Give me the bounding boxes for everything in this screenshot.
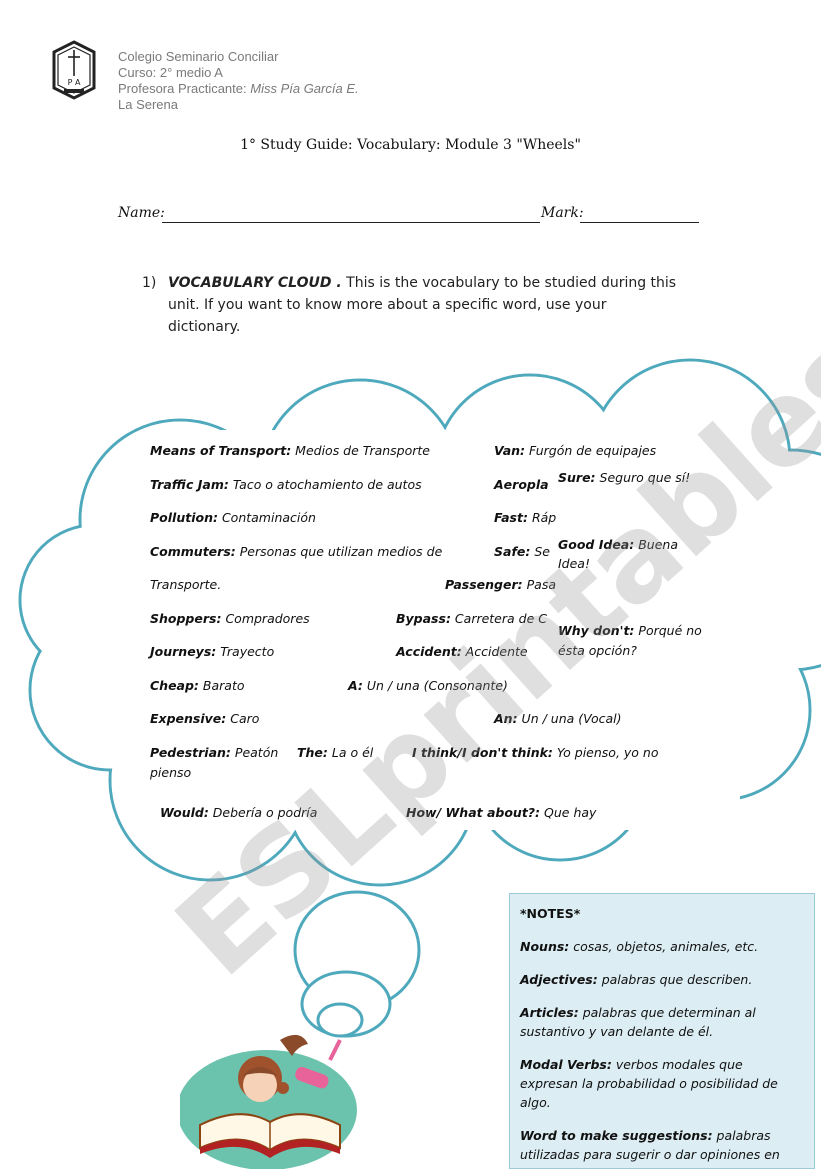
vocab-a: A: Un / una (Consonante) bbox=[348, 678, 508, 693]
note-articles: Articles: palabras que determinan al sustantivo y van delante de él. bbox=[520, 1005, 756, 1039]
vocab-shoppers: Shoppers: Compradores bbox=[150, 611, 310, 626]
svg-text:P A: P A bbox=[67, 78, 81, 87]
vocab-how-what-about: How/ What about?: Que hay bbox=[406, 805, 597, 820]
vocab-bypass: Bypass: Carretera de C bbox=[396, 611, 547, 626]
vocab-i-think: I think/I don't think: Yo pienso, yo no bbox=[412, 745, 659, 760]
section-intro: VOCABULARY CLOUD . This is the vocabulary to be studied during this unit. If you want to know more about a specific word, use your dictionary. bbox=[168, 275, 677, 335]
note-suggestions: Word to make suggestions: palabras utilizadas para sugerir o dar opiniones en bbox=[520, 1128, 780, 1162]
vocab-pienso: pienso bbox=[150, 765, 192, 780]
name-label: Name: bbox=[118, 205, 165, 221]
vocab-means-of-transport: Means of Transport: Medios de Transporte bbox=[150, 443, 430, 458]
note-modal-verbs: Modal Verbs: verbos modales que expresan la probabilidad o posibilidad de algo. bbox=[520, 1057, 778, 1110]
teacher-line: Profesora Practicante: Miss Pía García E. bbox=[118, 81, 359, 96]
vocab-an: An: Un / una (Vocal) bbox=[494, 711, 622, 726]
notes-heading: *NOTES* bbox=[520, 906, 581, 921]
vocab-why-dont-cont: ésta opción? bbox=[558, 643, 637, 658]
page-title: 1° Study Guide: Vocabulary: Module 3 "Wheels" bbox=[240, 137, 581, 153]
vocab-transporte: Transporte. bbox=[150, 577, 222, 592]
vocab-pedestrian: Pedestrian: Peatón bbox=[150, 745, 279, 760]
vocab-why-dont: Why don't: Porqué no bbox=[558, 623, 702, 638]
vocab-the: The: La o él bbox=[297, 745, 374, 760]
mark-label: Mark: bbox=[541, 205, 584, 221]
vocab-van: Van: Furgón de equipajes bbox=[494, 443, 657, 458]
vocab-fast: Fast: Ráp bbox=[494, 510, 557, 525]
vocab-cheap: Cheap: Barato bbox=[150, 678, 245, 693]
vocab-journeys: Journeys: Trayecto bbox=[150, 644, 275, 659]
vocab-traffic-jam: Traffic Jam: Taco o atochamiento de autos bbox=[150, 477, 422, 492]
vocab-safe: Safe: Se bbox=[494, 544, 550, 559]
vocab-expensive: Expensive: Caro bbox=[150, 711, 260, 726]
note-nouns: Nouns: cosas, objetos, animales, etc. bbox=[520, 939, 759, 954]
vocab-commuters: Commuters: Personas que utilizan medios de bbox=[150, 544, 443, 559]
vocab-sure: Sure: Seguro que sí! bbox=[558, 470, 691, 485]
city-line: La Serena bbox=[118, 97, 178, 112]
section-number: 1) bbox=[142, 275, 157, 291]
vocab-pollution: Pollution: Contaminación bbox=[150, 510, 316, 525]
note-adjectives: Adjectives: palabras que describen. bbox=[520, 972, 753, 987]
course-line: Curso: 2° medio A bbox=[118, 65, 223, 80]
vocab-accident: Accident: Accidente bbox=[396, 644, 528, 659]
school-name: Colegio Seminario Conciliar bbox=[118, 49, 279, 64]
vocab-would: Would: Debería o podría bbox=[160, 805, 318, 820]
vocab-passenger: Passenger: Pasa bbox=[445, 577, 556, 592]
vocab-good-idea: Good Idea: Buena bbox=[558, 537, 678, 552]
vocab-aeroplane: Aeropla bbox=[494, 477, 549, 492]
notes-box bbox=[509, 893, 815, 1169]
vocab-good-idea-cont: Idea! bbox=[558, 556, 590, 571]
girl-reading-illustration bbox=[180, 1030, 370, 1169]
